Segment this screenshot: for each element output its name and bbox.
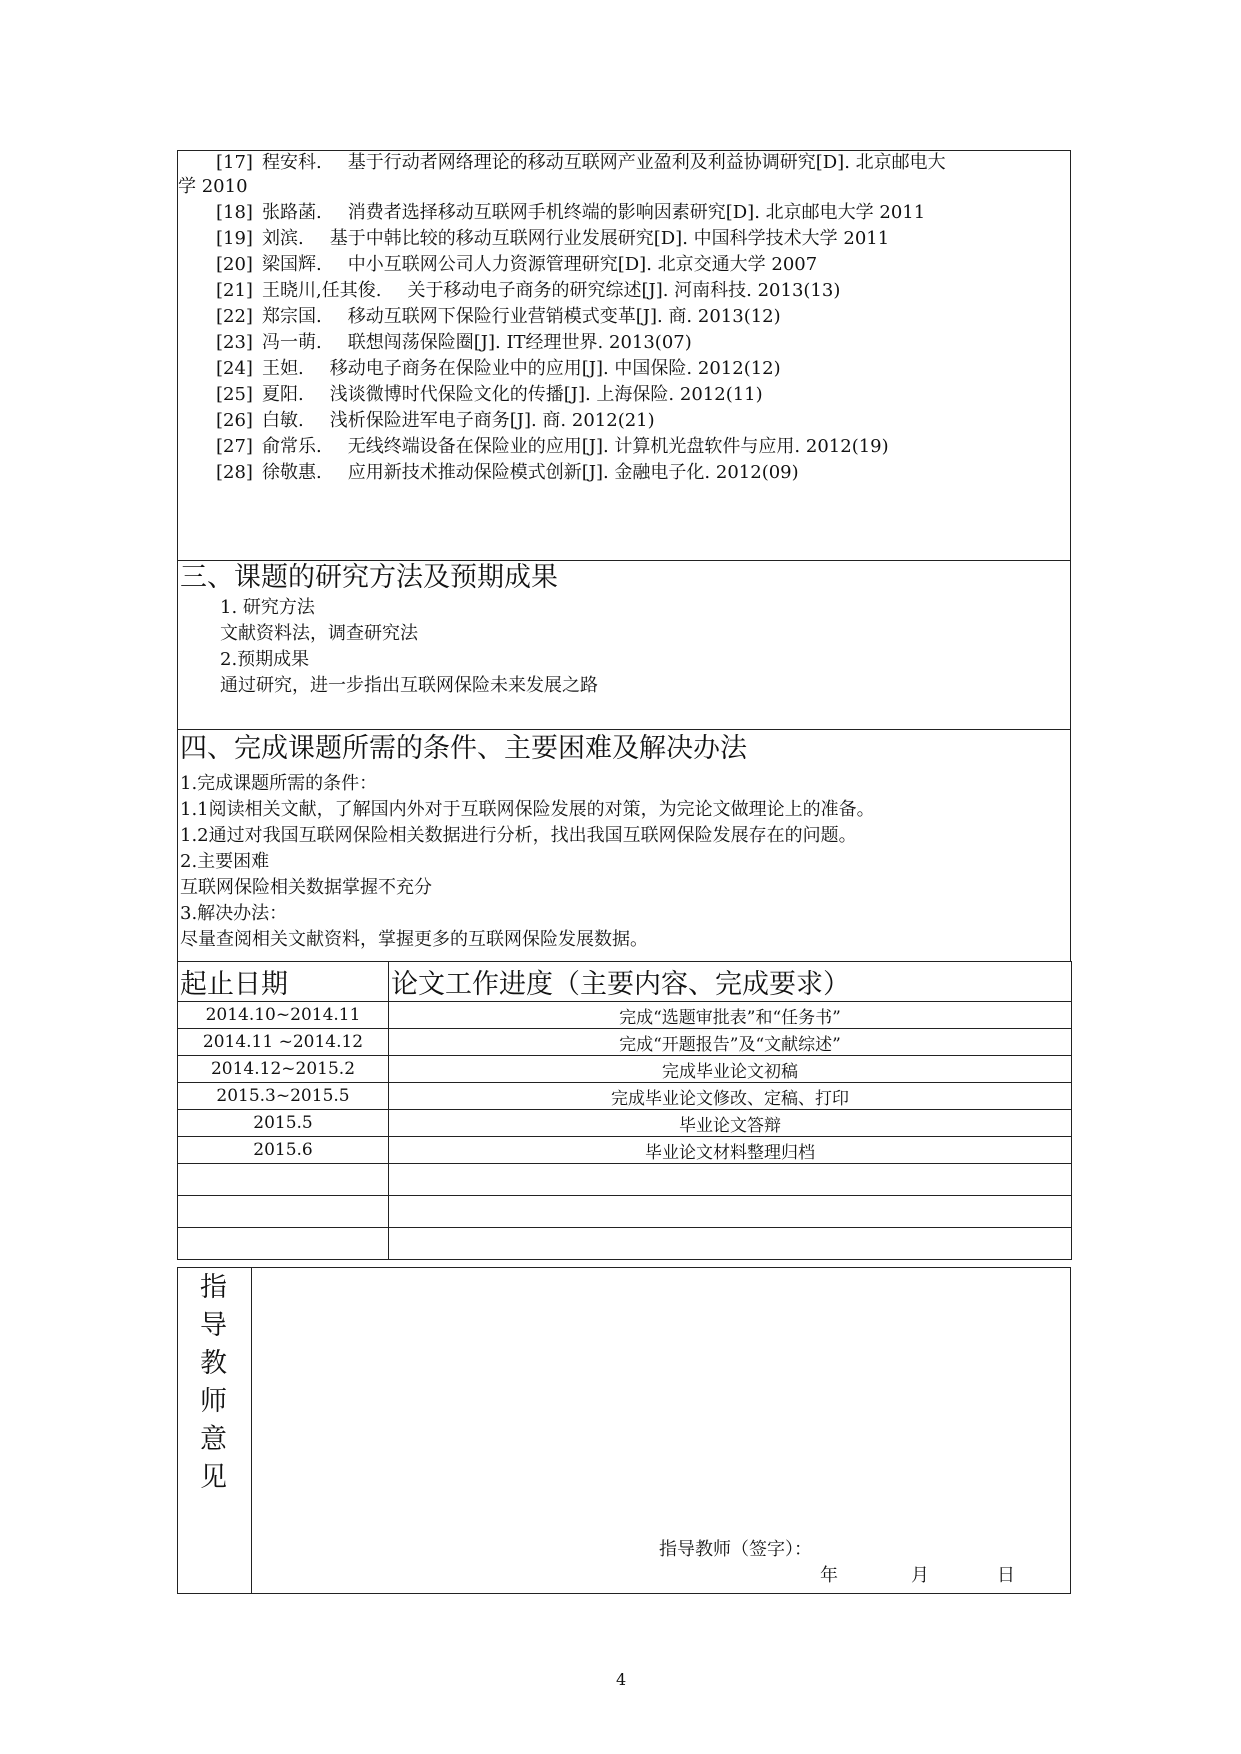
empty-cell [178, 1196, 389, 1228]
schedule-task: 完成毕业论文修改、定稿、打印 [389, 1083, 1072, 1110]
reference-title: 移动电子商务在保险业中的应用[J]. 中国保险. 2012(12) [329, 358, 781, 379]
reference-item [216, 461, 799, 485]
section-text-line: 3.解决办法： [180, 903, 288, 924]
reference-title: 应用新技术推动保险模式创新[J]. 金融电子化. 2012(09) [347, 462, 799, 483]
schedule-task: 完成“开题报告”及“文献综述” [389, 1029, 1072, 1056]
empty-cell [178, 1228, 389, 1260]
reference-number: [19] [216, 228, 253, 249]
opinion-label [178, 1268, 252, 1593]
reference-number: [20] [216, 254, 253, 275]
reference-author: 冯一萌. [262, 332, 322, 353]
supervisor-opinion-section [177, 1267, 1071, 1594]
schedule-table [177, 961, 1072, 1260]
date-day-label: 日 [997, 1565, 1015, 1586]
reference-continuation: 学 2010 [178, 176, 248, 197]
reference-title: 基于中韩比较的移动互联网行业发展研究[D]. 中国科学技术大学 2011 [329, 228, 890, 249]
date-year-label: 年 [820, 1565, 838, 1586]
reference-title: 联想闯荡保险圈[J]. IT经理世界. 2013(07) [347, 332, 692, 353]
reference-author: 张路菡. [262, 202, 322, 223]
empty-row [178, 1196, 1072, 1228]
reference-item [216, 435, 889, 459]
table-row [178, 1137, 1072, 1164]
section-text-line: 2.预期成果 [220, 649, 310, 670]
table-row [178, 1029, 1072, 1056]
schedule-task: 完成“选题审批表”和“任务书” [389, 1002, 1072, 1029]
references-section [177, 150, 1071, 561]
reference-author: 徐敬惠. [262, 462, 322, 483]
reference-number: [21] [216, 280, 253, 301]
reference-title: 浅析保险进军电子商务[J]. 商. 2012(21) [329, 410, 655, 431]
reference-item [216, 331, 692, 355]
empty-row [178, 1164, 1072, 1196]
reference-number: [24] [216, 358, 253, 379]
opinion-label-char: 教 [200, 1348, 227, 1379]
reference-title: 无线终端设备在保险业的应用[J]. 计算机光盘软件与应用. 2012(19) [347, 436, 889, 457]
reference-item [216, 151, 946, 175]
section-title: 三、课题的研究方法及预期成果 [180, 562, 558, 593]
reference-number: [18] [216, 202, 253, 223]
reference-number: [25] [216, 384, 253, 405]
section-text-line: 1.2通过对我国互联网保险相关数据进行分析，找出我国互联网保险发展存在的问题。 [180, 825, 857, 846]
reference-author: 程安科. [262, 152, 322, 173]
schedule-task: 毕业论文材料整理归档 [389, 1137, 1072, 1164]
table-row [178, 1056, 1072, 1083]
section-text-line: 尽量查阅相关文献资料，掌握更多的互联网保险发展数据。 [180, 929, 648, 950]
section-text-line: 互联网保险相关数据掌握不充分 [180, 877, 432, 898]
reference-item [216, 253, 817, 277]
schedule-date: 2014.10~2014.11 [178, 1002, 389, 1029]
table-row [178, 1110, 1072, 1137]
opinion-label-char: 意 [200, 1424, 227, 1455]
schedule-date: 2014.11 ~2014.12 [178, 1029, 389, 1056]
page-number: 4 [616, 1670, 627, 1689]
empty-cell [389, 1196, 1072, 1228]
section-text-line: 2.主要困难 [180, 851, 270, 872]
schedule-header-row [178, 962, 1072, 1002]
reference-item [216, 279, 840, 303]
header-date: 起止日期 [178, 962, 389, 1002]
schedule-task: 毕业论文答辩 [389, 1110, 1072, 1137]
reference-title: 浅谈微博时代保险文化的传播[J]. 上海保险. 2012(11) [329, 384, 763, 405]
section-title: 四、完成课题所需的条件、主要困难及解决办法 [180, 733, 747, 764]
reference-author: 郑宗国. [262, 306, 322, 327]
reference-number: [23] [216, 332, 253, 353]
reference-item [216, 357, 781, 381]
reference-author: 白敏. [262, 410, 304, 431]
reference-title: 移动互联网下保险行业营销模式变革[J]. 商. 2013(12) [347, 306, 781, 327]
reference-title: 中小互联网公司人力资源管理研究[D]. 北京交通大学 2007 [347, 254, 818, 275]
opinion-label-char: 指 [200, 1272, 227, 1303]
reference-author: 王晓川,任其俊. [262, 280, 382, 301]
schedule-date: 2015.5 [178, 1110, 389, 1137]
reference-number: [22] [216, 306, 253, 327]
empty-cell [178, 1164, 389, 1196]
opinion-label-char: 师 [200, 1386, 227, 1417]
section-text-line: 1. 研究方法 [220, 597, 315, 618]
table-row [178, 1002, 1072, 1029]
reference-item [216, 305, 781, 329]
reference-item [216, 383, 763, 407]
conditions-section [177, 729, 1071, 962]
section-text-line: 文献资料法，调查研究法 [220, 623, 418, 644]
reference-number: [26] [216, 410, 253, 431]
schedule-date: 2015.6 [178, 1137, 389, 1164]
empty-cell [389, 1164, 1072, 1196]
reference-author: 刘滨. [262, 228, 304, 249]
schedule-task: 完成毕业论文初稿 [389, 1056, 1072, 1083]
reference-author: 梁国辉. [262, 254, 322, 275]
date-month-label: 月 [911, 1565, 929, 1586]
reference-number: [28] [216, 462, 253, 483]
section-text-line: 1.1阅读相关文献，了解国内外对于互联网保险发展的对策，为完论文做理论上的准备。 [180, 799, 875, 820]
signature-label: 指导教师（签字）： [659, 1539, 812, 1560]
reference-title: 消费者选择移动互联网手机终端的影响因素研究[D]. 北京邮电大学 2011 [347, 202, 926, 223]
reference-title: 基于行动者网络理论的移动互联网产业盈利及利益协调研究[D]. 北京邮电大 [347, 152, 946, 173]
opinion-label-char: 导 [200, 1310, 227, 1341]
reference-author: 王妲. [262, 358, 304, 379]
reference-title: 关于移动电子商务的研究综述[J]. 河南科技. 2013(13) [407, 280, 841, 301]
schedule-date: 2015.3~2015.5 [178, 1083, 389, 1110]
reference-item [216, 409, 655, 433]
section-text-line: 通过研究，进一步指出互联网保险未来发展之路 [220, 675, 598, 696]
schedule-date: 2014.12~2015.2 [178, 1056, 389, 1083]
opinion-label-char: 见 [200, 1462, 227, 1493]
table-row [178, 1083, 1072, 1110]
empty-cell [389, 1228, 1072, 1260]
reference-number: [17] [216, 152, 253, 173]
reference-item [216, 227, 889, 251]
header-progress: 论文工作进度（主要内容、完成要求） [389, 962, 1072, 1002]
reference-item [216, 201, 925, 225]
empty-row [178, 1228, 1072, 1260]
research-methods-section [177, 560, 1071, 730]
reference-author: 夏阳. [262, 384, 304, 405]
reference-number: [27] [216, 436, 253, 457]
reference-author: 俞常乐. [262, 436, 322, 457]
section-text-line: 1.完成课题所需的条件： [180, 773, 378, 794]
